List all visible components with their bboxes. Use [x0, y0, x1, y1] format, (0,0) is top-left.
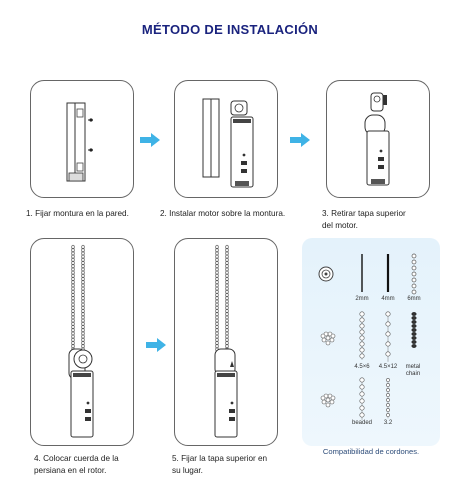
step-2-caption: 2. Instalar motor sobre la montura. [160, 209, 286, 218]
step-4-caption: 4. Colocar cuerda de la persiana en el rotor. [34, 454, 119, 475]
cord-label: metal chain [405, 364, 421, 377]
page-title: MÉTODO DE INSTALACIÓN [141, 22, 319, 37]
cord-6mm-icon [412, 254, 416, 294]
cord-4-5x12-icon [386, 312, 390, 362]
cord-label: beaded [351, 420, 373, 426]
cord-label: 6mm [407, 296, 421, 302]
chain-icon [175, 239, 278, 446]
wall-bracket-icon [31, 81, 134, 198]
step-3-caption: 3. Retirar tapa superior del motor. [322, 209, 406, 230]
step-2-panel [174, 80, 278, 198]
chain-icon [31, 239, 134, 446]
cord-cluster-icon [321, 332, 335, 345]
cord-cluster-icon [321, 394, 335, 407]
cord-label: 2mm [355, 296, 369, 302]
cord-3-2-icon [386, 378, 389, 418]
cord-label: 4.5×12 [378, 364, 398, 370]
arrow-right-icon [146, 338, 166, 352]
step-5-panel [174, 238, 278, 446]
compatibility-caption: Compatibilidad de cordones. [322, 447, 420, 456]
step-1-panel [30, 80, 134, 198]
cord-label: 4mm [381, 296, 395, 302]
step-5-caption: 5. Fijar la tapa superior en su lugar. [172, 454, 268, 475]
arrow-right-icon [290, 133, 310, 147]
cord-beaded-icon [360, 378, 364, 420]
cord-metal-chain-icon [412, 312, 416, 347]
cord-label: 3.2 [383, 420, 393, 426]
step-1-caption: 1. Fijar montura en la pared. [26, 209, 129, 218]
cord-compatibility-panel [302, 238, 440, 446]
step-3-panel [326, 80, 430, 198]
step-4-panel [30, 238, 134, 446]
motor-icon [327, 81, 430, 198]
arrow-right-icon [140, 133, 160, 147]
cord-4-5x6-icon [360, 312, 364, 360]
cord-spool-icon [319, 267, 333, 281]
motor-icon [175, 81, 278, 198]
cord-label: 4.5×6 [354, 364, 370, 370]
